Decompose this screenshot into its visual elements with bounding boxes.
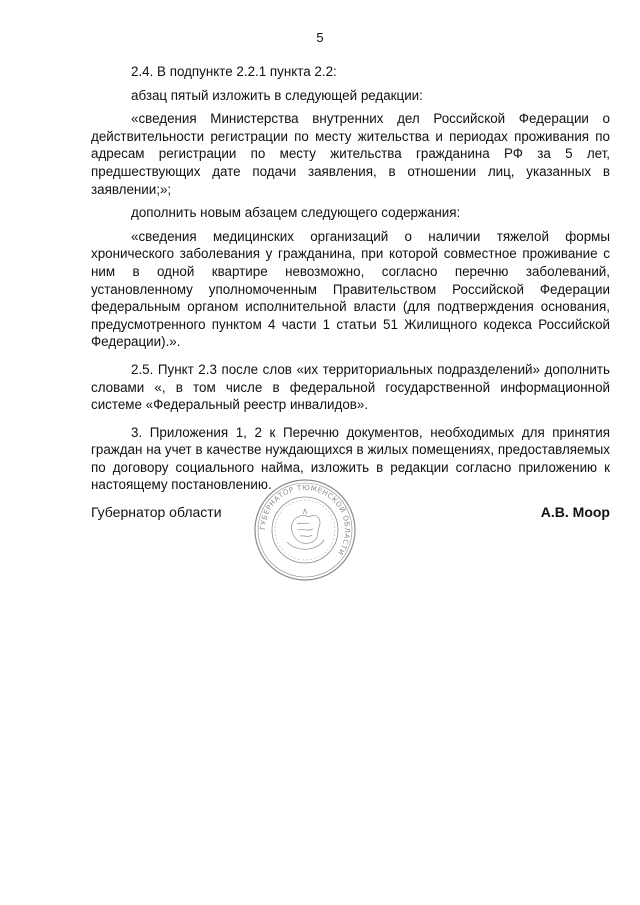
svg-text:ГУБЕРНАТОР ТЮМЕНСКОЙ ОБЛАСТИ xyxy=(259,484,351,557)
seal-lettering: ГУБЕРНАТОР ТЮМЕНСКОЙ ОБЛАСТИ xyxy=(258,483,352,557)
page-number: 5 xyxy=(316,30,324,45)
document-body xyxy=(91,63,610,500)
paragraph-instruction-new-subparagraph: дополнить новым абзацем следующего содержания: xyxy=(131,205,461,221)
paragraph-instruction-fifth-subparagraph: абзац пятый изложить в следующей редакции: xyxy=(131,87,423,103)
signatory-position: Губернатор области xyxy=(91,504,222,520)
official-seal-icon xyxy=(253,478,357,582)
paragraph-3: 3. Приложения 1, 2 к Перечню документов, необходимых для принятия граждан на учет в качестве нуждающихся в жилых помещениях, предоставляемых по договору социального найма, изложить в редакции согласно приложению к настоящему постановлению. xyxy=(91,424,610,493)
paragraph-2-5: 2.5. Пункт 2.3 после слов «их территориальных подразделений» дополнить словами «, в том числе в федеральной государственной информационной системе «Федеральный реестр инвалидов». xyxy=(91,361,610,413)
paragraph-2-4-heading: 2.4. В подпункте 2.2.1 пункта 2.2: xyxy=(131,64,337,79)
signatory-name: А.В. Моор xyxy=(540,504,610,520)
paragraph-medical-information: «сведения медицинских организаций о наличии тяжелой формы хронического заболевания у гражданина, при которой совместное проживание с ним в одной квартире невозможно, согласно перечню заболеваний, установленному уполномоченным Правительством Российской Федерации федеральным органом исполнительной власти (для подтверждения основания, предусмотренного пунктом 4 части 1 статьи 51 Жилищного кодекса Российской Федерации).». xyxy=(91,228,610,350)
paragraph-mvd-information: «сведения Министерства внутренних дел Российской Федерации о действительности регистрации по месту жительства и периодах проживания по адресам регистрации по месту жительства гражданина РФ за 5 лет, предшествующих дате подачи заявления, в отношении лиц, указанных в заявлении;»; xyxy=(91,111,610,197)
